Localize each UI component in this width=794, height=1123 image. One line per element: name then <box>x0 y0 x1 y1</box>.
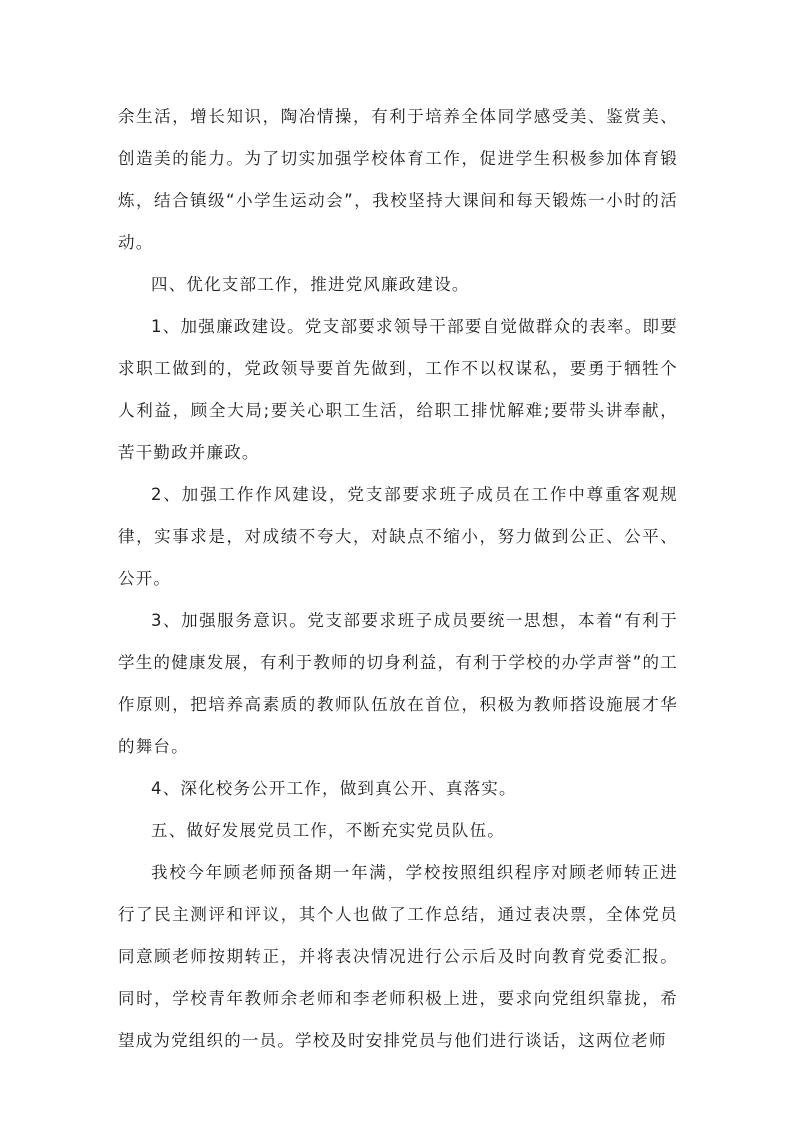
paragraph-1: 余生活，增长知识，陶冶情操，有利于培养全体同学感受美、鉴赏美、创造美的能力。为了切实加强学校体育工作，促进学生积极参加体育锻炼，结合镇级“小学生运动会”，我校坚持大课间和每天锻炼一小时的活动。 <box>118 107 678 252</box>
paragraph-heading-4: 四、优化支部工作，推进党风廉政建设。 <box>151 275 470 294</box>
paragraph-party-development: 我校今年顾老师预备期一年满，学校按照组织程序对顾老师转正进行了民主测评和评议，其个人也做了工作总结，通过表决票，全体党员同意顾老师按期转正，并将表决情况进行公示后及时向教育党委汇报。同时，学校青年教师余老师和李老师积极上进，要求向党组织靠拢，希望成为党组织的一员。学校及时安排党员与他们进行谈话，这两位老师 <box>118 863 678 1050</box>
document-body <box>118 96 678 1062</box>
paragraph-item-2: 2、加强工作作风建设，党支部要求班子成员在工作中尊重客观规律，实事求是，对成绩不夸大，对缺点不缩小，努力做到公正、公平、公开。 <box>118 485 678 588</box>
paragraph-item-1: 1、加强廉政建设。党支部要求领导干部要自觉做群众的表率。即要求职工做到的，党政领导要首先做到，工作不以权谋私，要勇于牺牲个人利益，顾全大局;要关心职工生活，给职工排忧解难;要带头讲奉献，苦干勤政并廉政。 <box>118 317 678 462</box>
paragraph-heading-5: 五、做好发展党员工作，不断充实党员队伍。 <box>151 821 505 840</box>
paragraph-item-3: 3、加强服务意识。党支部要求班子成员要统一思想，本着“有利于学生的健康发展，有利于教师的切身利益，有利于学校的办学声誉”的工作原则，把培养高素质的教师队伍放在首位，积极为教师搭设施展才华的舞台。 <box>118 611 678 756</box>
paragraph-item-4: 4、深化校务公开工作，做到真公开、真落实。 <box>151 779 517 798</box>
